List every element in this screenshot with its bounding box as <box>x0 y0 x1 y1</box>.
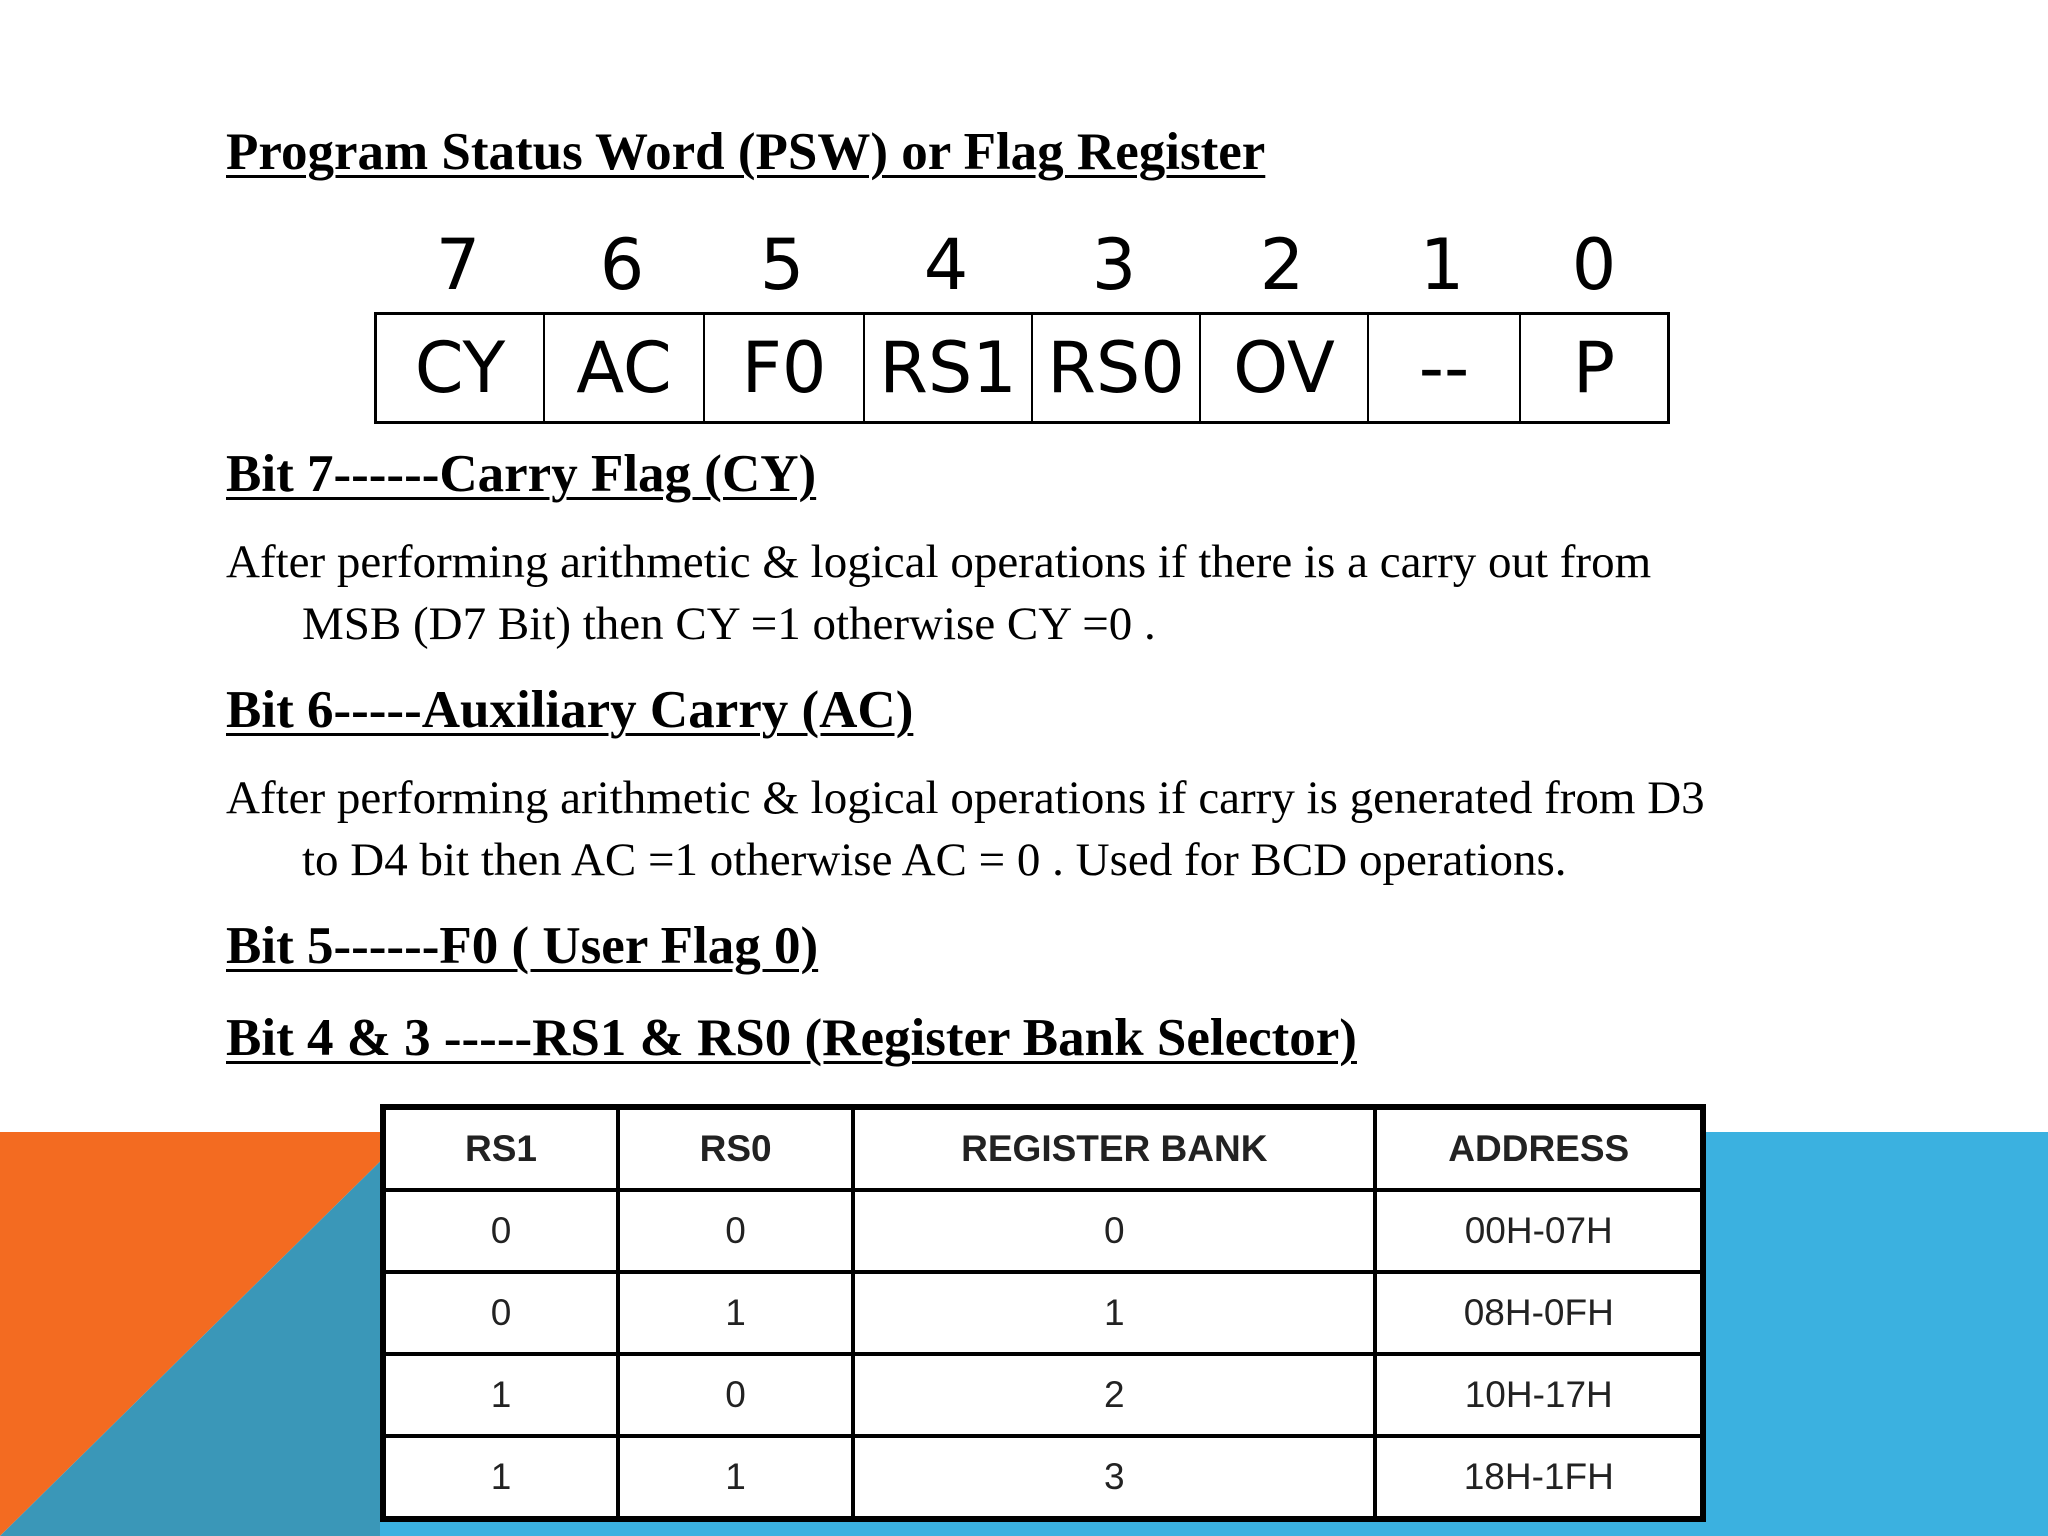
table-cell: 1 <box>618 1436 853 1519</box>
table-cell: 0 <box>383 1272 618 1354</box>
psw-register-diagram <box>374 312 1670 424</box>
bit-number: 6 <box>599 224 645 306</box>
psw-bit-unused: -- <box>1369 315 1521 421</box>
psw-bit-f0: F0 <box>705 315 865 421</box>
bit-number: 3 <box>1091 224 1137 306</box>
table-row <box>383 1436 1703 1519</box>
psw-bit-cy: CY <box>377 315 545 421</box>
bit-number: 5 <box>759 224 805 306</box>
carry-flag-heading: Bit 7------Carry Flag (CY) <box>226 445 817 503</box>
bit-number: 0 <box>1571 224 1617 306</box>
psw-bit-ac: AC <box>545 315 705 421</box>
psw-bit-p: P <box>1572 327 1616 409</box>
description-line: to D4 bit then AC =1 otherwise AC = 0 . Used for BCD operations. <box>302 834 1567 886</box>
table-cell: 00H-07H <box>1375 1190 1703 1272</box>
table-cell: 3 <box>853 1436 1375 1519</box>
table-cell: 18H-1FH <box>1375 1436 1703 1519</box>
user-flag-heading: Bit 5------F0 ( User Flag 0) <box>226 917 819 975</box>
table-cell: 0 <box>618 1354 853 1436</box>
table-cell: 1 <box>853 1272 1375 1354</box>
table-cell: 0 <box>618 1190 853 1272</box>
column-header-address: ADDRESS <box>1375 1107 1703 1190</box>
table-cell: 1 <box>383 1436 618 1519</box>
description-line: MSB (D7 Bit) then CY =1 otherwise CY =0 . <box>302 598 1156 650</box>
psw-bit-ov: OV <box>1201 315 1369 421</box>
bit-number: 7 <box>435 224 481 306</box>
carry-flag-description <box>226 531 1906 655</box>
bit-number: 2 <box>1259 224 1305 306</box>
bit-number: 4 <box>923 224 969 306</box>
column-header-rs1: RS1 <box>383 1107 618 1190</box>
column-header-register-bank: REGISTER BANK <box>853 1107 1375 1190</box>
table-cell: 1 <box>383 1354 618 1436</box>
table-cell: 1 <box>618 1272 853 1354</box>
slide-title: Program Status Word (PSW) or Flag Register <box>226 123 1266 181</box>
table-cell: 10H-17H <box>1375 1354 1703 1436</box>
register-bank-selector-heading: Bit 4 & 3 -----RS1 & RS0 (Register Bank Selector) <box>226 1009 1357 1067</box>
description-line: After performing arithmetic & logical operations if there is a carry out from <box>226 536 1652 588</box>
bit-number: 1 <box>1419 224 1465 306</box>
table-cell: 0 <box>853 1190 1375 1272</box>
table-cell: 08H-0FH <box>1375 1272 1703 1354</box>
table-row <box>383 1354 1703 1436</box>
column-header-rs0: RS0 <box>618 1107 853 1190</box>
description-line: After performing arithmetic & logical operations if carry is generated from D3 <box>226 772 1705 824</box>
table-cell: 2 <box>853 1354 1375 1436</box>
table-header-row <box>383 1107 1703 1190</box>
psw-bit-rs0: RS0 <box>1033 315 1201 421</box>
table-row <box>383 1272 1703 1354</box>
register-bank-table <box>380 1104 1706 1522</box>
bit-number-row <box>374 222 1670 308</box>
table-row <box>383 1190 1703 1272</box>
psw-bit-rs1: RS1 <box>865 315 1033 421</box>
auxiliary-carry-heading: Bit 6-----Auxiliary Carry (AC) <box>226 681 914 739</box>
auxiliary-carry-description <box>226 767 1906 891</box>
table-cell: 0 <box>383 1190 618 1272</box>
